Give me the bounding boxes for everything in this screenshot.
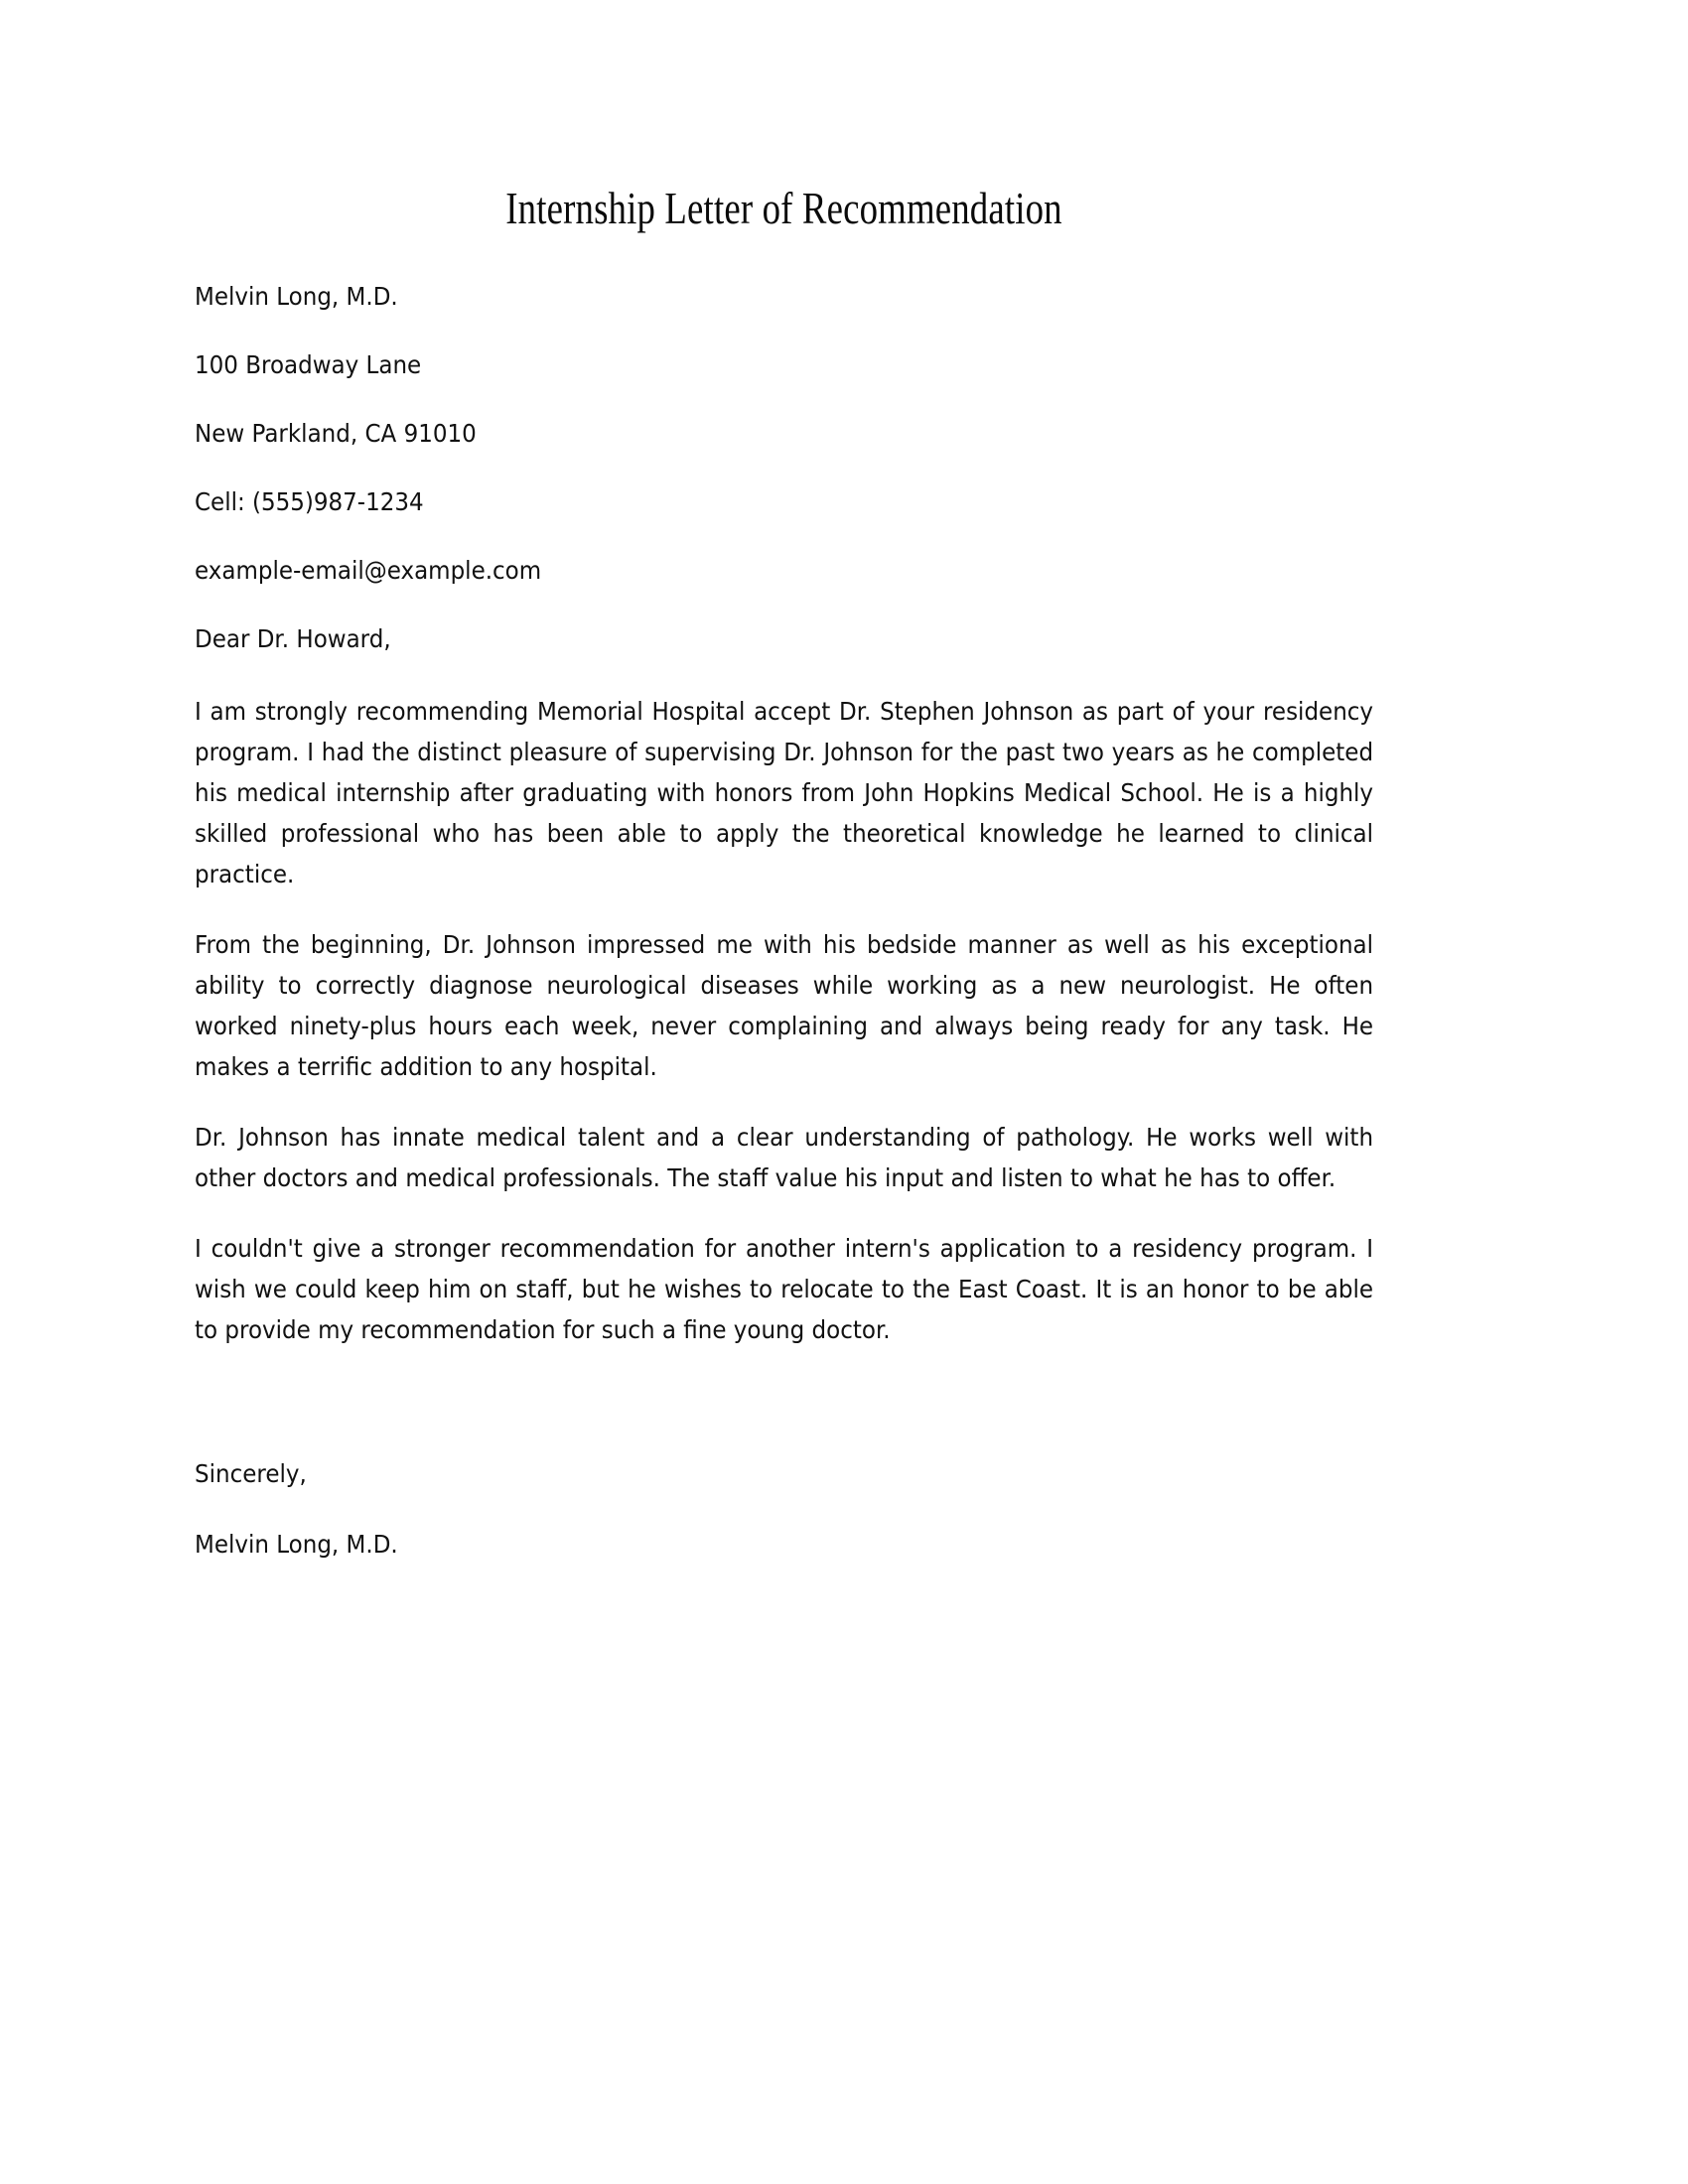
closing-block bbox=[195, 1458, 1373, 1559]
sender-address-block bbox=[195, 281, 1373, 585]
sender-email: example-email@example.com bbox=[195, 555, 542, 585]
page-title: Internship Letter of Recommendation bbox=[505, 183, 1062, 233]
sender-city-state-zip: New Parkland, CA 91010 bbox=[195, 418, 477, 448]
body-paragraph-4: I couldn't give a stronger recommendation for another intern's application to a residency program. I wish we could keep him on staff, but he wishes to relocate to the East Coast. It is an honor to be able to provide my recommendation for such a fine young doctor. bbox=[195, 1233, 1374, 1344]
letter-content bbox=[195, 0, 1373, 1557]
body-paragraph-2: From the beginning, Dr. Johnson impressed me with his bedside manner as well as his exceptional ability to correctly diagnose neurological diseases while working as a new neurologist. He often worked ninety-plus hours each week, never complaining and always being ready for any task. He makes a terrific addition to any hospital. bbox=[195, 929, 1374, 1081]
sender-street: 100 Broadway Lane bbox=[195, 349, 422, 379]
sender-phone: Cell: (555)987-1234 bbox=[195, 486, 424, 516]
body-paragraph-3: Dr. Johnson has innate medical talent and a clear understanding of pathology. He works well with other doctors and medical professionals. The staff value his input and listen to what he has to offer. bbox=[195, 1122, 1374, 1192]
signature-name: Melvin Long, M.D. bbox=[195, 1529, 398, 1559]
letter-body bbox=[195, 691, 1373, 1350]
body-paragraph-1: I am strongly recommending Memorial Hospital accept Dr. Stephen Johnson as part of your residency program. I had the distinct pleasure of supervising Dr. Johnson for the past two years as he completed his medical internship after graduating with honors from John Hopkins Medical School. He is a highly skilled professional who has been able to apply the theoretical knowledge he learned to clinical practice. bbox=[195, 696, 1374, 888]
sender-name: Melvin Long, M.D. bbox=[195, 281, 398, 311]
salutation: Dear Dr. Howard, bbox=[195, 623, 391, 653]
valediction: Sincerely, bbox=[195, 1458, 307, 1488]
